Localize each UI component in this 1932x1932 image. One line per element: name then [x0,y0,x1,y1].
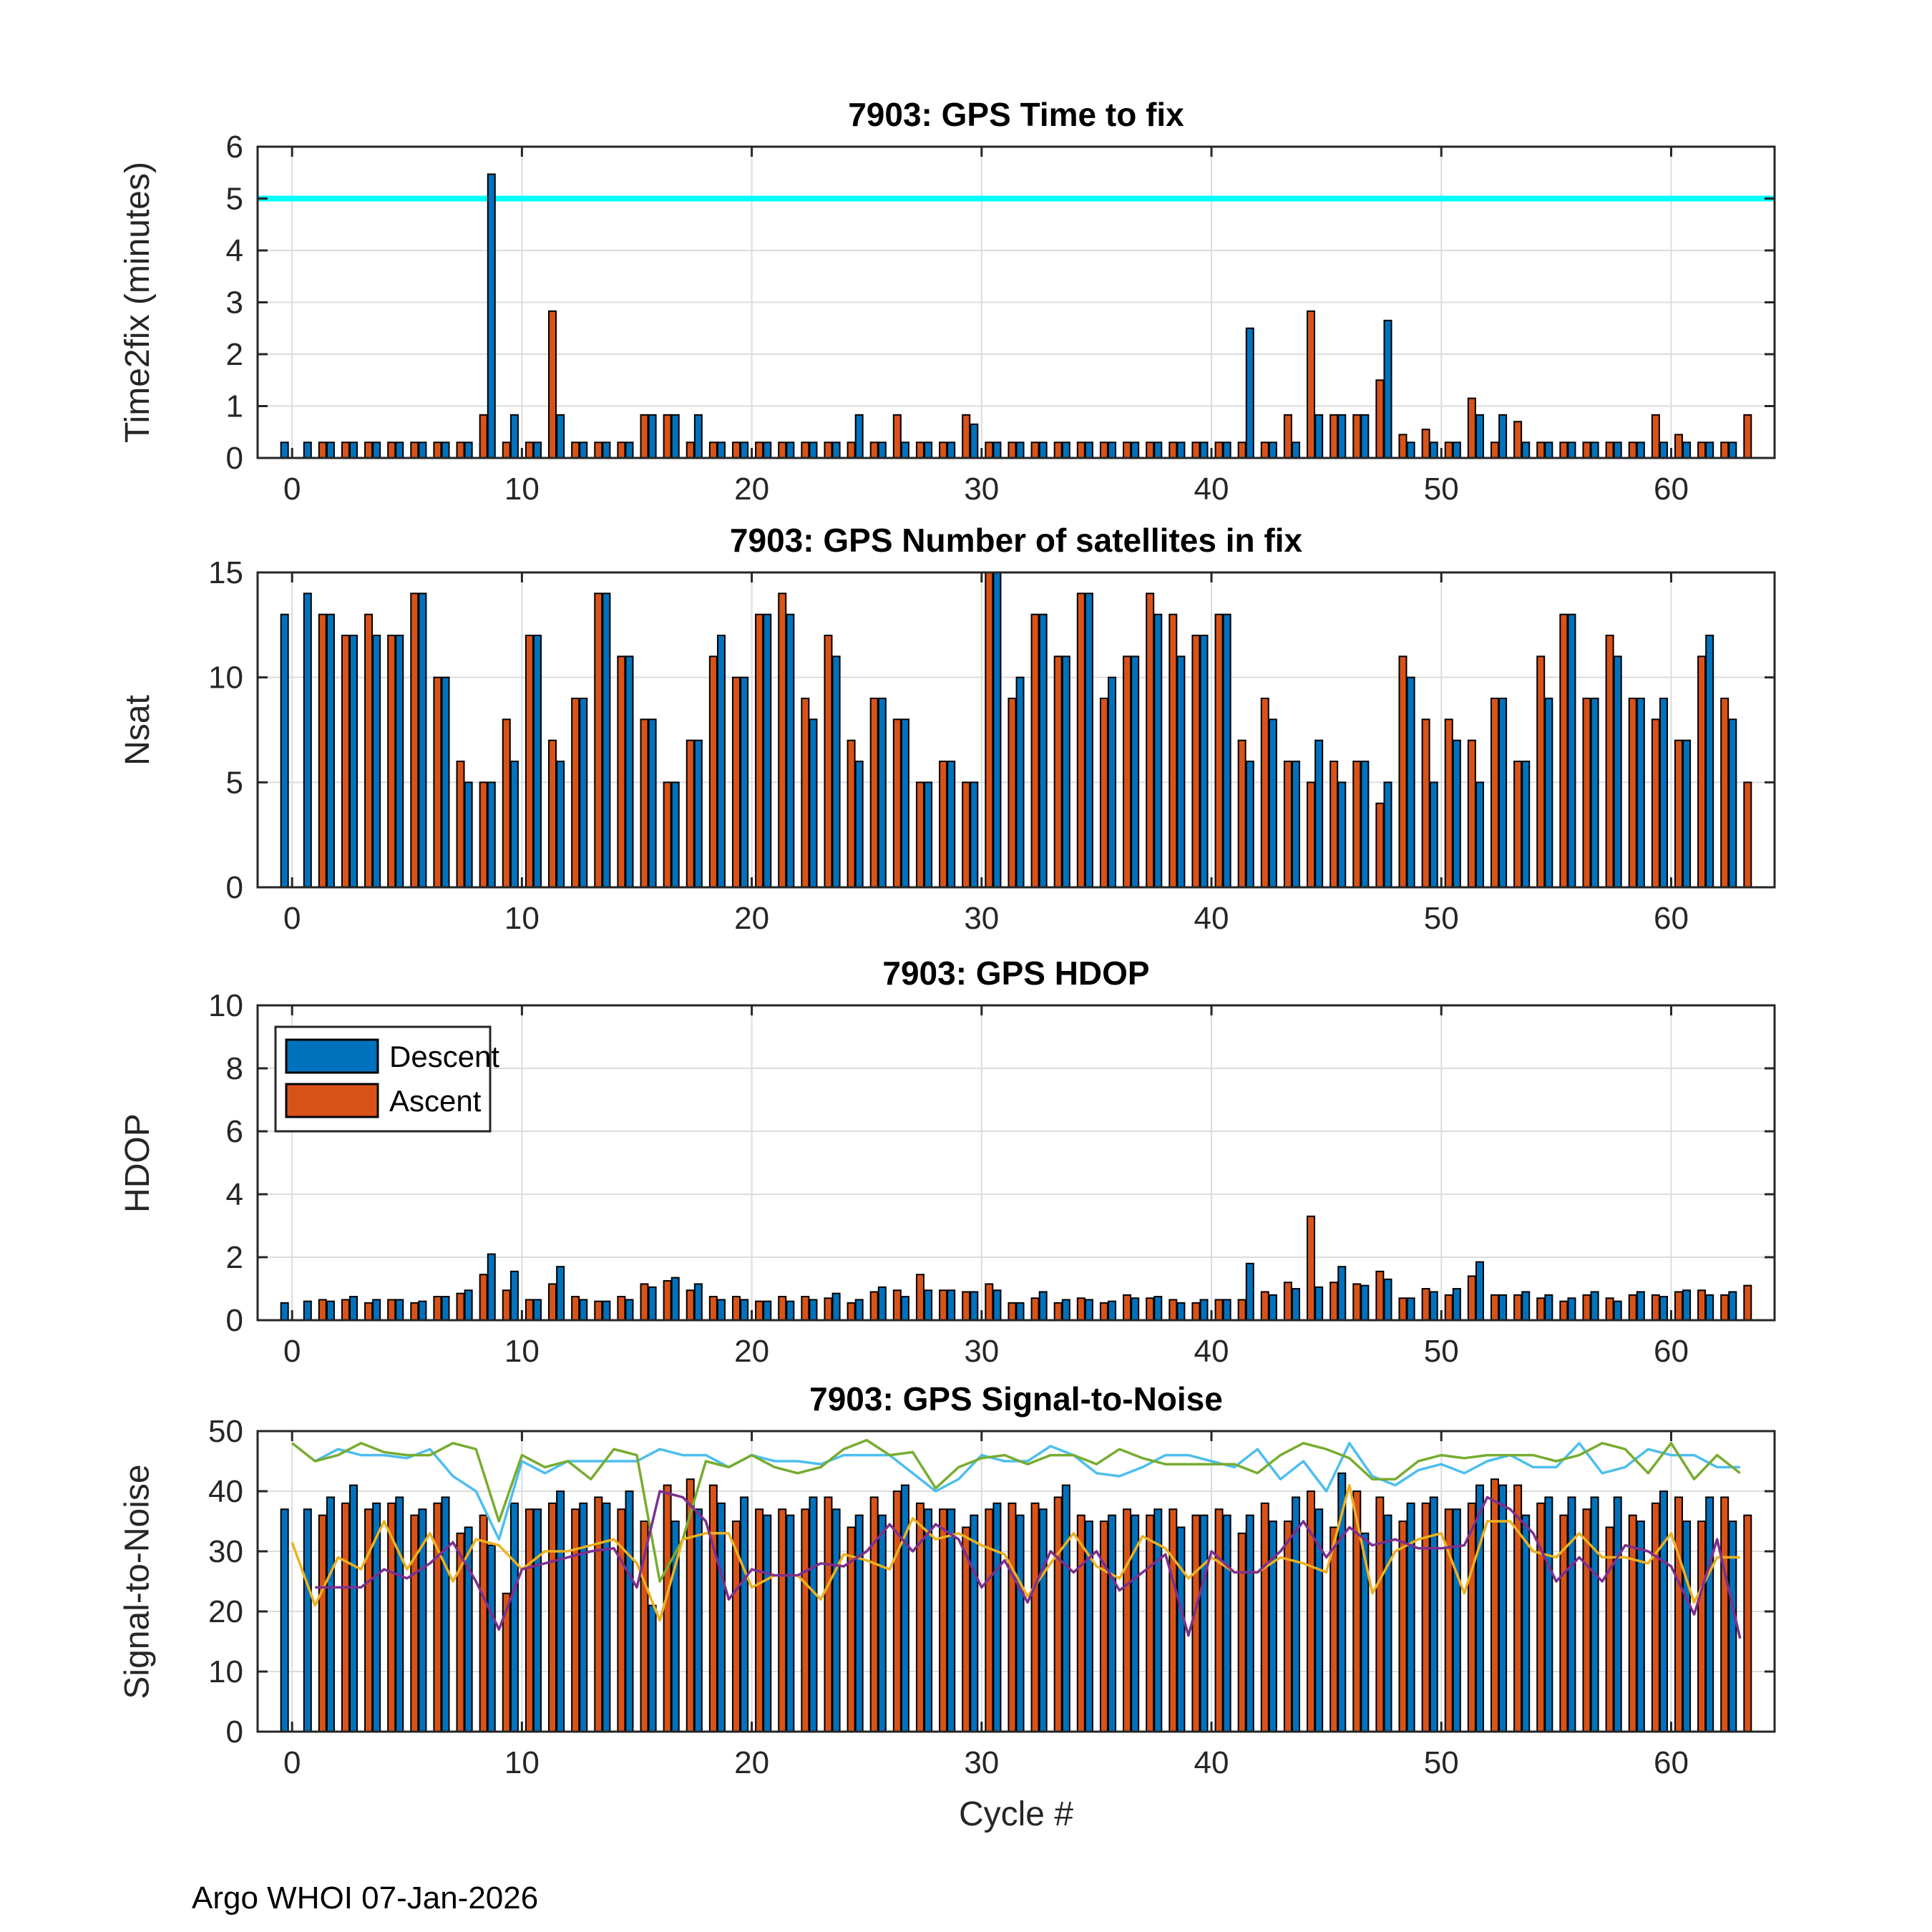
svg-text:Ascent: Ascent [389,1084,482,1118]
time2fix-ylabel: Time2fix (minutes) [118,162,157,443]
svg-text:15: 15 [208,555,243,590]
svg-text:3: 3 [225,285,243,321]
svg-text:20: 20 [734,1334,770,1369]
svg-text:50: 50 [1423,1745,1459,1780]
time2fix-series-descent [281,174,1737,458]
svg-text:5: 5 [225,765,243,801]
hdop-title: 7903: GPS HDOP [882,955,1150,992]
svg-text:4: 4 [225,1177,243,1212]
svg-text:0: 0 [225,1714,243,1750]
svg-text:60: 60 [1653,901,1689,936]
svg-text:2: 2 [225,337,243,372]
svg-text:0: 0 [225,441,243,476]
hdop-ylabel: HDOP [118,1113,157,1213]
svg-text:5: 5 [225,181,243,217]
svg-text:2: 2 [225,1240,243,1275]
hdop-plot [208,988,1775,1369]
svg-text:10: 10 [504,1334,540,1369]
svg-text:20: 20 [734,901,770,936]
svg-text:0: 0 [225,870,243,905]
svg-text:4: 4 [225,233,243,268]
svg-text:60: 60 [1653,1334,1689,1369]
svg-text:8: 8 [225,1051,243,1086]
svg-text:6: 6 [225,1114,243,1149]
time2fix-series-ascent [319,311,1752,458]
time2fix-chart [118,96,1775,507]
hdop-legend [275,1027,499,1131]
svg-text:50: 50 [1423,1334,1459,1369]
svg-text:0: 0 [283,472,301,507]
svg-text:0: 0 [283,901,301,936]
time2fix-title: 7903: GPS Time to fix [848,96,1184,133]
svg-text:30: 30 [964,472,1000,507]
svg-text:40: 40 [1194,1334,1229,1369]
svg-text:10: 10 [504,1745,540,1780]
time2fix-plot [225,130,1775,507]
svg-text:20: 20 [734,1745,770,1780]
svg-text:10: 10 [208,1654,243,1689]
svg-text:10: 10 [504,901,540,936]
svg-text:60: 60 [1653,472,1689,507]
svg-text:30: 30 [964,901,1000,936]
nsat-title: 7903: GPS Number of satellites in fix [729,522,1303,559]
x-axis-label: Cycle # [958,1795,1074,1833]
footer-text: Argo WHOI 07-Jan-2026 [192,1880,539,1916]
snr-plot [208,1414,1775,1780]
svg-text:50: 50 [1423,901,1459,936]
nsat-ylabel: Nsat [118,694,157,766]
svg-text:50: 50 [1423,472,1459,507]
svg-text:6: 6 [225,130,243,165]
svg-text:10: 10 [208,988,243,1023]
svg-text:0: 0 [283,1745,301,1780]
svg-text:40: 40 [1194,1745,1229,1780]
svg-text:40: 40 [1194,901,1229,936]
snr-title: 7903: GPS Signal-to-Noise [809,1380,1223,1418]
snr-chart [118,1380,1775,1780]
svg-text:10: 10 [504,472,540,507]
svg-text:10: 10 [208,660,243,696]
svg-text:20: 20 [208,1594,243,1629]
nsat-chart [118,522,1775,936]
svg-text:50: 50 [208,1414,243,1449]
svg-text:1: 1 [225,389,243,424]
svg-text:20: 20 [734,472,770,507]
svg-text:30: 30 [964,1334,1000,1369]
svg-text:30: 30 [964,1745,1000,1780]
svg-text:Descent: Descent [389,1040,500,1073]
hdop-chart [118,955,1775,1369]
svg-text:40: 40 [1194,472,1229,507]
svg-text:0: 0 [283,1334,301,1369]
svg-text:60: 60 [1653,1745,1689,1780]
svg-text:0: 0 [225,1303,243,1338]
svg-text:30: 30 [208,1534,243,1569]
svg-text:40: 40 [208,1474,243,1509]
snr-ylabel: Signal-to-Noise [118,1463,157,1699]
nsat-plot [208,555,1775,936]
